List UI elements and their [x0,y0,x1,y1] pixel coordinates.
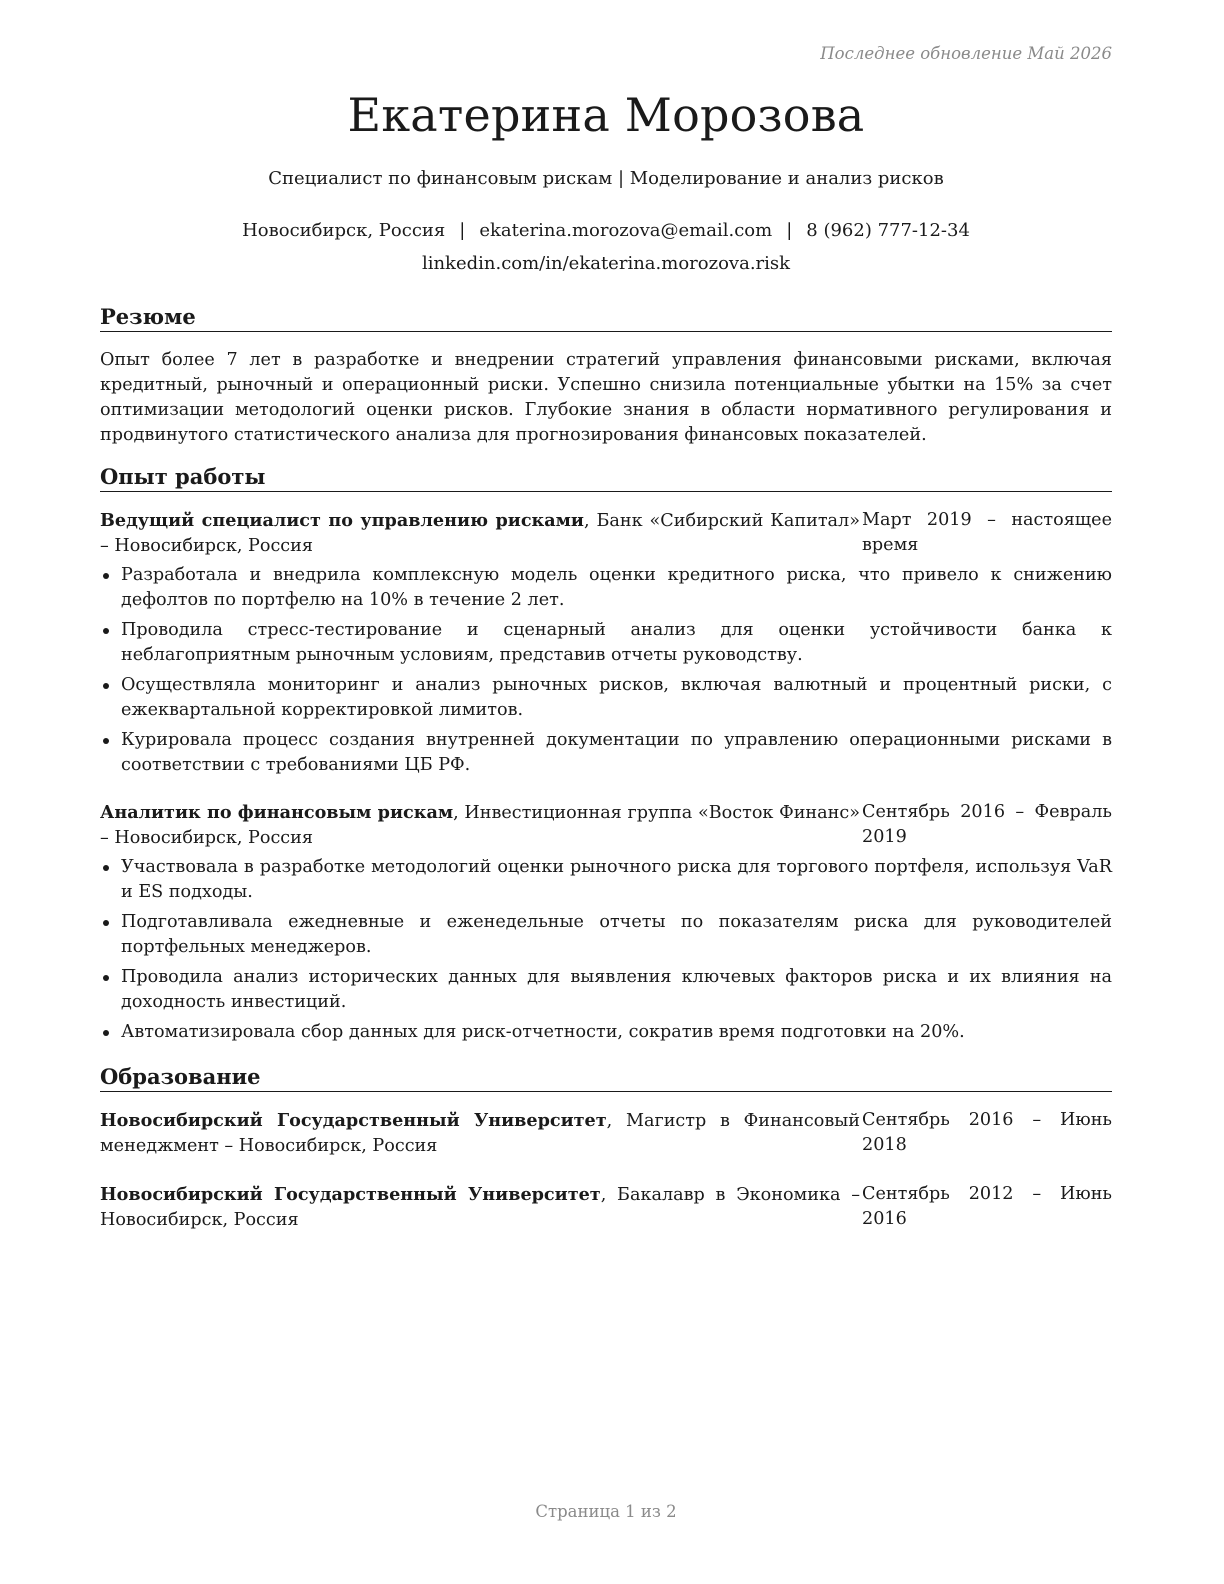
job-title-line [100,800,860,851]
section-title-experience: Опыт работы [100,464,1112,492]
education-dates-start: Сентябрь 2012 – Июнь [862,1184,1112,1204]
job-dates-start: Март 2019 – настоящее [862,510,1112,530]
section-title-education: Образование [100,1064,1112,1092]
bullet-icon [103,1030,109,1036]
list-item: Курировала процесс создания внутренней документации по управлению операционными рисками в соответствии с требованиями ЦБ РФ. [100,728,1112,778]
bullet-icon [103,920,109,926]
candidate-headline: Специалист по финансовым рискам | Моделирование и анализ рисков [268,168,944,189]
contact-separator: | [459,220,466,241]
bullet-icon [103,628,109,634]
candidate-name: Екатерина Морозова [347,88,865,142]
education-dates-start: Сентябрь 2016 – Июнь [862,1110,1112,1130]
education-title-line [100,1108,860,1159]
education-details: , Бакалавр в Экономика – Новосибирск, Россия [100,1185,861,1230]
education-title-line [100,1182,860,1233]
job-role: Аналитик по финансовым рискам [100,802,454,823]
education-details: , Магистр в Финансовый менеджмент – Новосибирск, Россия [100,1111,860,1156]
job-dates-end: время [862,535,919,555]
section-title-summary: Резюме [100,304,1112,332]
bullet-icon [103,975,109,981]
last-updated-note: Последнее обновление Май 2026 [820,44,1112,63]
job-title-line [100,508,860,559]
job-organization: , Инвестиционная группа «Восток Финанс» – Новосибирск, Россия [100,803,860,848]
contact-separator: | [786,220,793,241]
job-dates-end: 2019 [862,827,907,847]
phone-text: 8 (962) 777-12-34 [806,220,970,241]
list-item: Проводила анализ исторических данных для выявления ключевых факторов риска и их влияния на доходность инвестиций. [100,965,1112,1015]
bullet-icon [103,683,109,689]
bullet-icon [103,573,109,579]
job-bullets [100,855,1112,1050]
list-item: Осуществляла мониторинг и анализ рыночных рисков, включая валютный и процентный риски, с ежеквартальной корректировкой лимитов. [100,673,1112,723]
education-dates [862,1108,1112,1159]
job-dates-start: Сентябрь 2016 – Февраль [862,802,1112,822]
education-dates-end: 2018 [862,1135,907,1155]
education-entry [100,1108,1112,1159]
summary-text: Опыт более 7 лет в разработке и внедрении стратегий управления финансовыми рисками, включая кредитный, рыночный и операционный риски. Успешно снизила потенциальные убытки на 15% за счет оптимизации методологий оценки рисков. Глубокие знания в области нормативного регулирования и продвинутого статистического анализа для прогнозирования финансовых показателей. [100,350,1112,445]
resume-page [100,0,1112,1584]
email-link[interactable]: ekaterina.morozova@email.com [479,220,773,241]
location-text: Новосибирск, Россия [242,220,446,241]
list-item: Подготавливала ежедневные и еженедельные отчеты по показателям риска для руководителей портфельных менеджеров. [100,910,1112,960]
education-dates [862,1182,1112,1233]
bullet-icon [103,865,109,871]
job-dates [862,508,1112,559]
linkedin-link[interactable]: linkedin.com/in/ekaterina.morozova.risk [421,253,791,274]
job-header [100,508,1112,559]
job-role: Ведущий специалист по управлению рисками [100,510,584,531]
list-item: Проводила стресс-тестирование и сценарный анализ для оценки устойчивости банка к неблагоприятным рыночным условиям, представив отчеты руководству. [100,618,1112,668]
contact-line [100,220,1112,241]
job-header [100,800,1112,851]
job-organization: , Банк «Сибирский Капитал» – Новосибирск, Россия [100,511,860,556]
job-dates [862,800,1112,851]
list-item: Разработала и внедрила комплексную модель оценки кредитного риска, что привело к снижению дефолтов по портфелю на 10% в течение 2 лет. [100,563,1112,613]
education-dates-end: 2016 [862,1209,907,1229]
job-bullets [100,563,1112,783]
page-number: Страница 1 из 2 [535,1502,677,1521]
list-item: Участвовала в разработке методологий оценки рыночного риска для торгового портфеля, используя VaR и ES подходы. [100,855,1112,905]
education-school: Новосибирский Государственный Университет [100,1184,601,1205]
list-item: Автоматизировала сбор данных для риск-отчетности, сократив время подготовки на 20%. [100,1020,1112,1045]
education-entry [100,1182,1112,1233]
education-school: Новосибирский Государственный Университет [100,1110,607,1131]
bullet-icon [103,738,109,744]
